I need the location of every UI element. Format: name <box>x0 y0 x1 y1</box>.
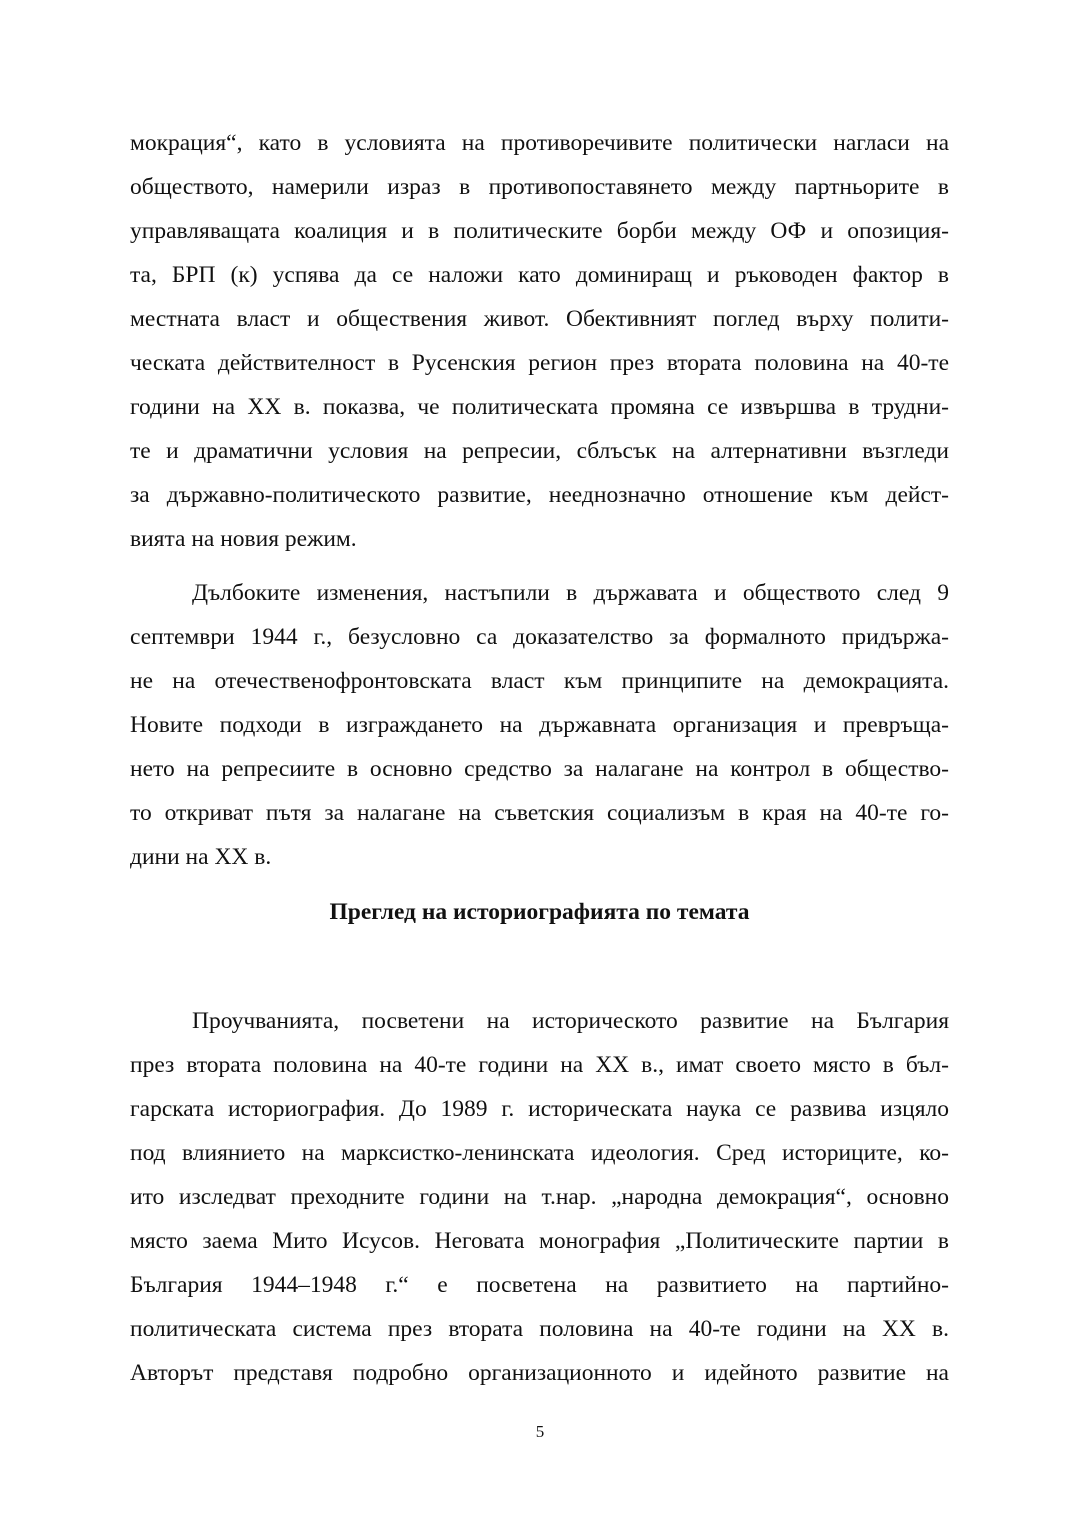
text-line: Дълбоките изменения, настъпили в държавата и обществото след 9 <box>192 580 949 606</box>
text-line: за държавно-политическото развитие, нееднозначно отношение към дейст- <box>130 482 949 508</box>
text-line: мокрация“, като в условията на противоречивите политически нагласи на <box>130 130 949 156</box>
text-line: Проучванията, посветени на историческото развитие на България <box>192 1008 949 1034</box>
text-line: септември 1944 г., безусловно са доказателство за формалното придържа- <box>130 624 949 650</box>
text-line: под влиянието на марксистко-ленинската идеология. Сред историците, ко- <box>130 1140 949 1166</box>
text-line: Авторът представя подробно организационното и идейното развитие на <box>130 1360 949 1386</box>
text-line: то откриват пътя за налагане на съветския социализъм в края на 40-те го- <box>130 800 949 826</box>
text-line: дини на ХХ в. <box>130 844 272 870</box>
section-heading: Преглед на историографията по темата <box>329 899 750 925</box>
text-line: ито изследват преходните години на т.нар. „народна демокрация“, основно <box>130 1184 949 1210</box>
text-line: през втората половина на 40-те години на ХХ в., имат своето място в бъл- <box>130 1052 949 1078</box>
text-line: ческата действителност в Русенския регион през втората половина на 40-те <box>130 350 949 376</box>
text-line: Новите подходи в изграждането на държавната организация и превръща- <box>130 712 949 738</box>
text-line: нето на репресиите в основно средство за налагане на контрол в общество- <box>130 756 949 782</box>
text-line: управляващата коалиция и в политическите борби между ОФ и опозиция- <box>130 218 949 244</box>
text-line: обществото, намерили израз в противопоставянето между партньорите в <box>130 174 949 200</box>
page-number: 5 <box>535 1422 545 1441</box>
text-line: вията на новия режим. <box>130 526 357 552</box>
text-line: години на ХХ в. показва, че политическата промяна се извършва в трудни- <box>130 394 949 420</box>
text-line: не на отечественофронтовската власт към принципите на демокрацията. <box>130 668 949 694</box>
text-line: място заема Мито Исусов. Неговата монография „Политическите партии в <box>130 1228 949 1254</box>
text-line: те и драматични условия на репресии, сблъсък на алтернативни възгледи <box>130 438 949 464</box>
text-line: та, БРП (к) успява да се наложи като доминиращ и ръководен фактор в <box>130 262 949 288</box>
text-line: България 1944–1948 г.“ е посветена на развитието на партийно- <box>130 1272 949 1298</box>
text-line: политическата система през втората половина на 40-те години на ХХ в. <box>130 1316 949 1342</box>
text-line: гарската историография. До 1989 г. историческата наука се развива изцяло <box>130 1096 949 1122</box>
text-line: местната власт и обществения живот. Обективният поглед върху полити- <box>130 306 949 332</box>
